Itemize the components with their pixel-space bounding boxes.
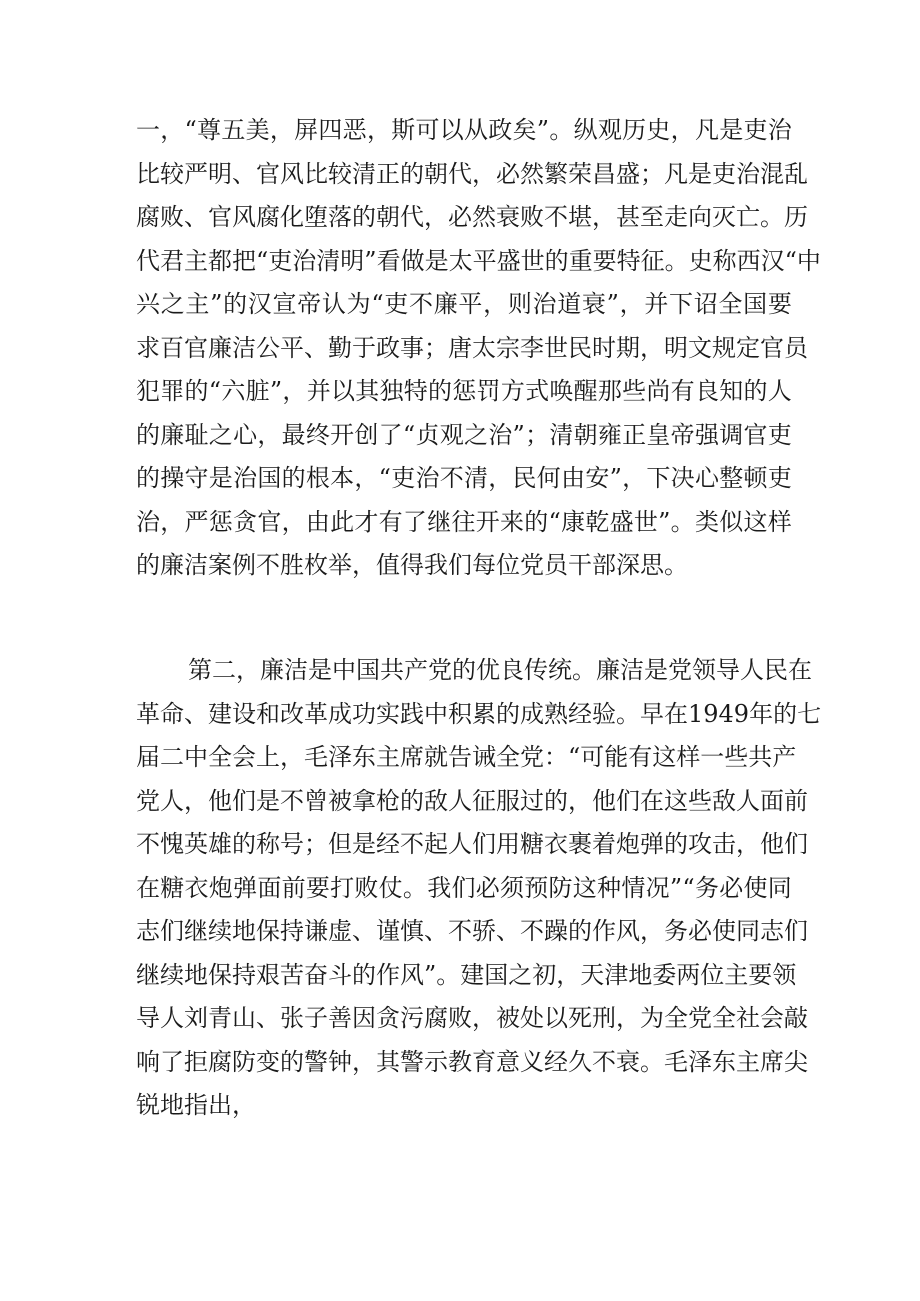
text-line: 腐 败 、 官 风 腐 化 堕 落 的 朝 代 ， 必 然 衰 败 不 堪 ， 甚 至 走 向 灭 亡 。 历 bbox=[136, 203, 808, 231]
text-line: 一 ， “ 尊 五 美 ， 屏 四 恶 ， 斯 可 以 从 政 矣 ” 。 纵 观 历 史 ， 凡 是 吏 治 bbox=[136, 116, 792, 144]
text-line: 届 二 中 全 会 上 ， 毛 泽 东 主 席 就 告 诫 全 党 ： “ 可 能 有 这 样 一 些 共 产 bbox=[136, 743, 797, 771]
text-line: 志 们 继 续 地 保 持 谦 虚 、 谨 慎 、 不 骄 、 不 躁 的 作 风 ， 务 必 使 同 志 们 bbox=[136, 917, 808, 945]
text-line: 响 了 拒 腐 防 变 的 警 钟 ， 其 警 示 教 育 意 义 经 久 不 衰 。 毛 泽 东 主 席 尖 bbox=[136, 1047, 808, 1076]
text-line: 求 百 官 廉 洁 公 平 、 勤 于 政 事 ； 唐 太 宗 李 世 民 时 期 ， 明 文 规 定 官 员 bbox=[136, 333, 808, 362]
text-line: 在 糖 衣 炮 弹 面 前 要 打 败 仗 。 我 们 必 须 预 防 这 种 情 况 ” “ 务 必 使 同 bbox=[136, 873, 792, 902]
text-line: 的 操 守 是 治 国 的 根 本 ， “ 吏 治 不 清 ， 民 何 由 安 ” ， 下 决 心 整 顿 吏 bbox=[136, 464, 792, 492]
text-line: 治 ， 严 惩 贪 官 ， 由 此 才 有 了 继 往 开 来 的 “ 康 乾 盛 世 ” 。 类 似 这 样 bbox=[136, 507, 792, 536]
text-line: 革 命 、 建 设 和 改 革 成 功 实 践 中 积 累 的 成 熟 经 验 。 早 在 1949 年 的 七 bbox=[136, 699, 822, 728]
text-line: 犯 罪 的 “ 六 脏 ” ， 并 以 其 独 特 的 惩 罚 方 式 唤 醒 那 些 尚 有 良 知 的 人 bbox=[136, 377, 792, 405]
text-line: 代 君 主 都 把 “ 吏 治 清 明 ” 看 做 是 太 平 盛 世 的 重 要 特 征 。 史 称 西 汉 “ 中 bbox=[136, 246, 821, 275]
text-line: 导 人 刘 青 山 、 张 子 善 因 贪 污 腐 败 ， 被 处 以 死 刑 ， 为 全 党 全 社 会 敲 bbox=[136, 1004, 808, 1032]
text-line: 第 二 ， 廉 洁 是 中 国 共 产 党 的 优 良 传 统 。 廉 洁 是 党 领 导 人 民 在 bbox=[188, 656, 812, 684]
text-line: 兴 之 主 ” 的 汉 宣 帝 认 为 “ 吏 不 廉 平 ， 则 治 道 衰 ” ， 并 下 诏 全 国 要 bbox=[136, 290, 792, 318]
text-line: 的廉洁案例不胜枚举，值得我们每位党员干部深思。 bbox=[136, 551, 688, 579]
text-line: 比 较 严 明 、 官 风 比 较 清 正 的 朝 代 ， 必 然 繁 荣 昌 盛 ； 凡 是 吏 治 混 乱 bbox=[136, 159, 808, 188]
text-line: 不 愧 英 雄 的 称 号 ； 但 是 经 不 起 人 们 用 糖 衣 裹 着 炮 弹 的 攻 击 ， 他 们 bbox=[136, 830, 808, 858]
text-line: 锐地指出， bbox=[136, 1091, 256, 1119]
paragraph-party-tradition bbox=[136, 649, 822, 1128]
text-line: 继 续 地 保 持 艰 苦 奋 斗 的 作 风 ” 。 建 国 之 初 ， 天 津 地 委 两 位 主 要 领 bbox=[136, 960, 797, 989]
text-line: 的 廉 耻 之 心 ， 最 终 开 创 了 “ 贞 观 之 治 ” ； 清 朝 雍 正 皇 帝 强 调 官 吏 bbox=[136, 420, 792, 449]
text-line: 党 人 ， 他 们 是 不 曾 被 拿 枪 的 敌 人 征 服 过 的 ， 他 们 在 这 些 敌 人 面 前 bbox=[136, 786, 808, 815]
paragraph-history-clean-governance bbox=[136, 109, 821, 588]
